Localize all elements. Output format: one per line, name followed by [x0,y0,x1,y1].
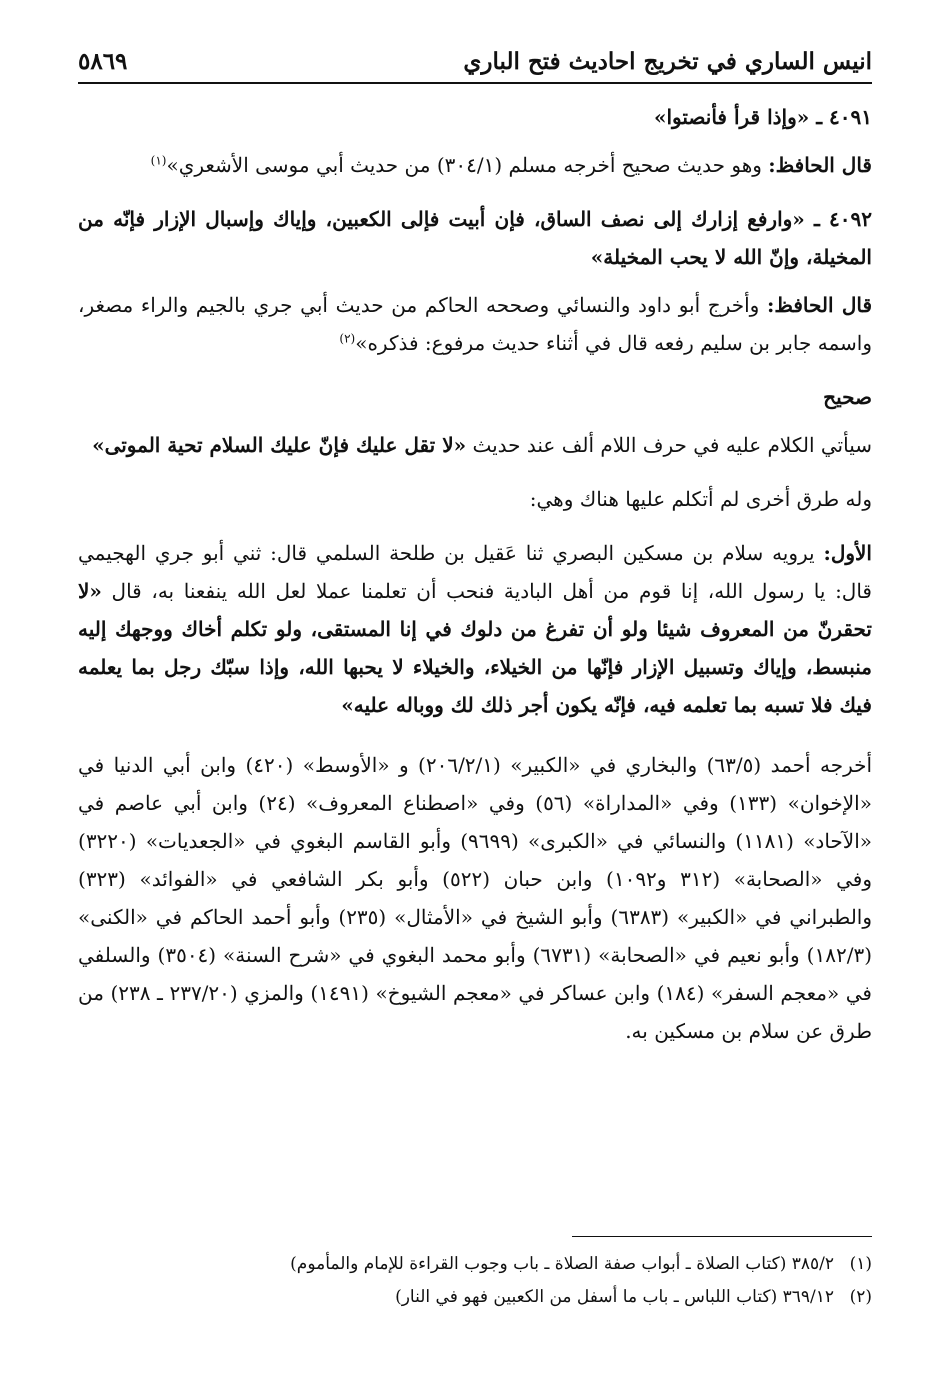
main-text [78,98,872,1066]
hadith-heading-4091: ٤٠٩١ ـ «وإذا قرأ فأنصتوا» [654,105,872,129]
footnote-number: (٢) [849,1287,872,1307]
footnote-separator [572,1236,872,1237]
hafiz-label: قال الحافظ: [768,153,872,177]
takhrij-paragraph: أخرجه أحمد (٦٣/٥) والبخاري في «الكبير» (٢٠٦/٢/١) و «الأوسط» (٤٢٠) وابن أبي الدنيا في «الإخوان» (١٣٣) وفي «المداراة» (٥٦) وفي «اصطناع المعروف» (٢٤) وابن أبي عاصم في «الآحاد» (١١٨١) والنسائي في «الكبرى» (٩٦٩٩) وأبو القاسم البغوي في «الجعديات» (٣٢٢٠) وفي «الصحابة» (٣١٢ و١٠٩٢) وابن حبان (٥٢٢) وأبو بكر الشافعي في «الفوائد» (٣٢٣) والطبراني في «الكبير» (٦٣٨٣) وأبو الشيخ في «الأمثال» (٢٣٥) وأبو أحمد الحاكم في «الكنى» (١٨٢/٣) وأبو نعيم في «الصحابة» (٦٧٣١) وأبو محمد البغوي في «شرح السنة» (٣٥٠٤) والسلفي في «معجم السفر» (١٨٤) وابن عساكر في «معجم الشيوخ» (١٤٩١) والمزي (٢٣٧/٢٠ ـ ٢٣٨) من طرق عن سلام بن مسكين به. [78,753,873,1043]
hadith-heading-4092: ٤٠٩٢ ـ «وارفع إزارك إلى نصف الساق، فإن أبيت فإلى الكعبين، وإياك وإسبال الإزار فإنّه من المخيلة، وإنّ الله لا يحب المخيلة» [78,207,872,269]
footnote-text: ٣٦٩/١٢ (كتاب اللباس ـ باب ما أسفل من الكعبين فهو في النار) [395,1287,834,1307]
first-label: الأول: [823,541,872,565]
see-hadith: «لا تقل عليك فإنّ عليك السلام تحية الموتى» [92,433,467,457]
hafiz-comment-4092 [78,286,872,362]
hafiz-label: قال الحافظ: [766,293,873,317]
first-hadith: «لا تحقرنّ من المعروف شيئا ولو أن تفرغ من دلوك في إنا المستقى، ولو تكلم أخاك ووجهك إليه منبسط، وإياك وتسبيل الإزار فإنّها من الخيلاء، والخيلاء لا يحبها الله، وإذا سبّك رجل بما يعلمه فيك فلا تسبه بما تعلمه فيه، فإنّه يكون أجر ذلك لك ووباله عليه» [78,579,872,717]
footnote-number: (١) [849,1254,872,1274]
see-also-paragraph [78,426,872,464]
footnotes [78,1248,872,1314]
grade-label: صحيح [823,385,872,409]
first-text: يرويه سلام بن مسكين البصري ثنا عَقيل بن طلحة السلمي قال: ثني أبو جري الهجيمي قال: يا رسول الله، إنا قوم من أهل البادية فنحب أن تعلمنا عملا لعل الله ينفعنا به، قال [78,541,872,603]
footnote-ref[interactable]: (٢) [339,331,356,346]
hafiz-text: وهو حديث صحيح أخرجه مسلم (٣٠٤/١) من حديث أبي موسى الأشعري» [166,153,769,177]
page-number: ٥٨٦٩ [78,47,128,75]
footnote-text: ٣٨٥/٢ (كتاب الصلاة ـ أبواب صفة الصلاة ـ باب وجوب القراءة للإمام والمأموم) [290,1254,834,1274]
other-paths-line: وله طرق أخرى لم أتكلم عليها هناك وهي: [529,487,872,511]
hafiz-comment-4091 [78,146,872,184]
footnote-item [78,1281,872,1314]
see-text: سيأتي الكلام عليه في حرف اللام ألف عند حديث [466,433,872,457]
first-path-paragraph [78,534,872,724]
book-title: انيس الساري في تخريج احاديث فتح الباري [463,47,872,75]
footnote-ref[interactable]: (١) [150,153,167,168]
running-header [78,40,872,84]
footnote-item [78,1248,872,1281]
hafiz-text: وأخرج أبو داود والنسائي وصححه الحاكم من حديث أبي جري بالجيم والراء مصغر، واسمه جابر بن سليم رفعه قال في أثناء حديث مرفوع: فذكره» [78,293,872,355]
